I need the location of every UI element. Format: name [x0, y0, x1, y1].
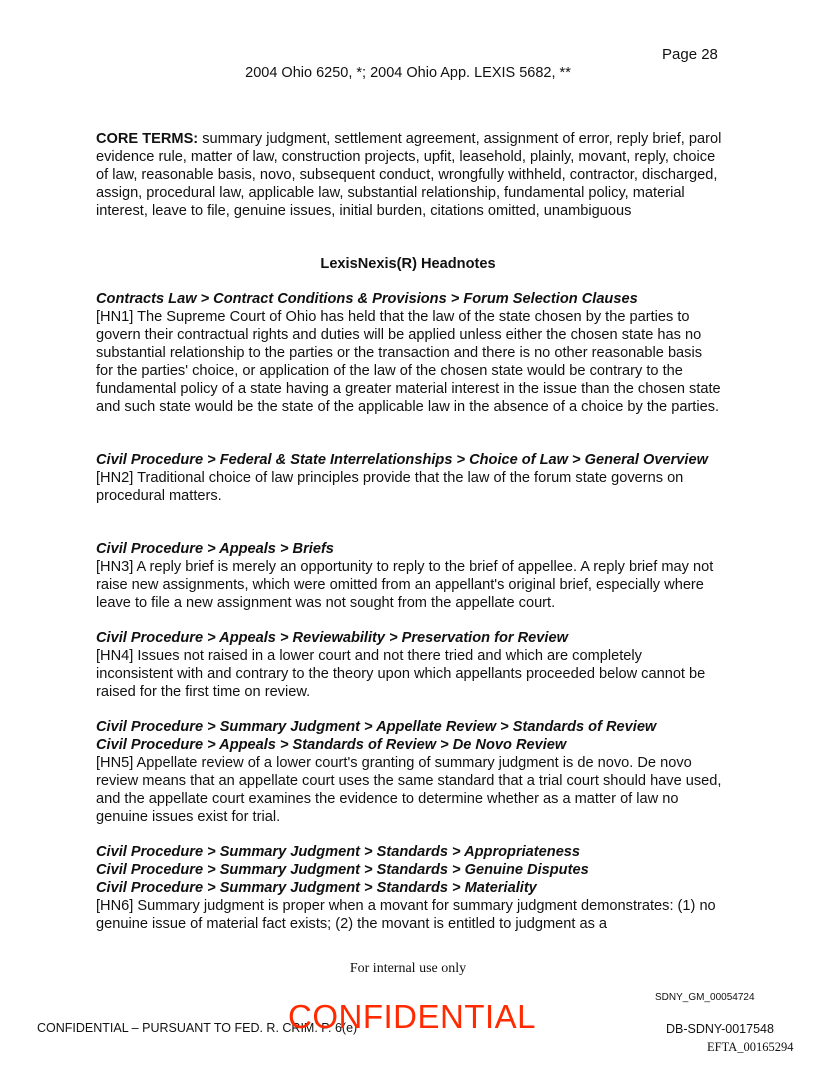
- page-number: Page 28: [662, 46, 718, 63]
- headnote-6: [96, 843, 722, 933]
- headnote-path: Civil Procedure > Summary Judgment > Standards > Materiality: [96, 880, 537, 896]
- headnote-path: Contracts Law > Contract Conditions & Provisions > Forum Selection Clauses: [96, 291, 638, 307]
- headnote-text: [HN3] A reply brief is merely an opportunity to reply to the brief of appellee. A reply brief may not raise new assignments, which were omitted from an appellant's original brief, especially where leave to file a new assignment was not sought from the appellate court.: [96, 559, 714, 611]
- headnote-text: [HN1] The Supreme Court of Ohio has held that the law of the state chosen by the parties to govern their contractual rights and duties will be applied unless either the chosen state has no substantial relationship to the parties or the transaction and there is no other reasonable basis for the parties' choice, or application of the law of the chosen state would be contrary to the fundamental policy of a state having a greater material interest in the issue than the chosen state and such state would be the state of the applicable law in the absence of a choice by the parties.: [96, 309, 721, 415]
- headnote-2: [96, 451, 722, 505]
- headnote-path: Civil Procedure > Summary Judgment > Standards > Genuine Disputes: [96, 862, 589, 878]
- bates-number-db: DB-SDNY-0017548: [666, 1022, 774, 1036]
- headnote-text: [HN4] Issues not raised in a lower court and not there tried and which are completely inconsistent with and contrary to the theory upon which appellants proceeded below cannot be raised for the first time on review.: [96, 648, 706, 700]
- headnote-text: [HN6] Summary judgment is proper when a movant for summary judgment demonstrates: (1) no genuine issue of material fact exists; (2) the movant is entitled to judgment as a: [96, 898, 716, 932]
- headnotes-title: LexisNexis(R) Headnotes: [320, 256, 496, 272]
- headnote-text: [HN2] Traditional choice of law principles provide that the law of the forum state governs on procedural matters.: [96, 470, 684, 504]
- case-citation: 2004 Ohio 6250, *; 2004 Ohio App. LEXIS 5682, **: [245, 65, 571, 81]
- core-terms-text: summary judgment, settlement agreement, assignment of error, reply brief, parol evidence rule, matter of law, construction projects, upfit, leasehold, plainly, movant, reply, choice of law, reasonable basis, novo, subsequent conduct, wrongfully withheld, contractor, discharged, assign, procedural law, applicable law, substantial relationship, fundamental policy, material interest, leave to file, genuine issues, initial burden, citations omitted, unambiguous: [96, 131, 722, 219]
- internal-use-note: For internal use only: [349, 961, 467, 976]
- headnote-path: Civil Procedure > Summary Judgment > Standards > Appropriateness: [96, 844, 581, 860]
- efta-number: EFTA_00165294: [707, 1040, 794, 1054]
- headnote-path: Civil Procedure > Appeals > Briefs: [96, 541, 334, 557]
- headnote-path: Civil Procedure > Summary Judgment > Appellate Review > Standards of Review: [96, 719, 657, 735]
- confidential-stamp: CONFIDENTIAL: [288, 998, 537, 1035]
- confidential-notice: CONFIDENTIAL – PURSUANT TO FED. R. CRIM. P. 6(e): [37, 1021, 358, 1035]
- bates-number-sdny: SDNY_GM_00054724: [655, 992, 755, 1003]
- headnote-path: Civil Procedure > Appeals > Standards of Review > De Novo Review: [96, 737, 567, 753]
- headnote-3: [96, 540, 722, 612]
- headnote-1: [96, 290, 722, 416]
- core-terms: [96, 130, 722, 220]
- headnote-path: Civil Procedure > Appeals > Reviewability > Preservation for Review: [96, 630, 568, 646]
- core-terms-label: CORE TERMS:: [96, 131, 199, 147]
- headnote-5: [96, 718, 722, 826]
- headnote-text: [HN5] Appellate review of a lower court's granting of summary judgment is de novo. De novo review means that an appellate court uses the same standard that a trial court should have used, and the appellate court examines the evidence to determine whether as a matter of law no genuine issues exist for trial.: [96, 755, 722, 825]
- headnote-4: [96, 629, 722, 701]
- headnote-path: Civil Procedure > Federal & State Interrelationships > Choice of Law > General Overview: [96, 452, 708, 468]
